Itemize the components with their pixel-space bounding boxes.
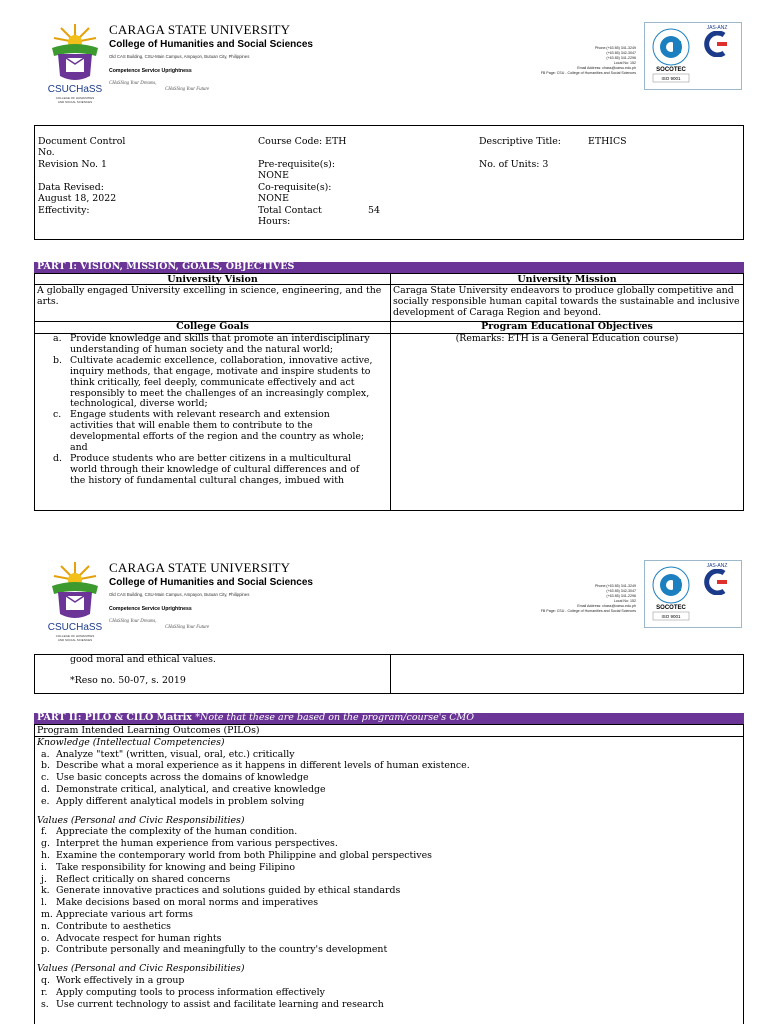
revision-no: Revision No. 1: [38, 159, 107, 170]
college-goals-list: [53, 334, 373, 487]
contact-block: Phone:(+63 85) 341-3249 (+63 85) 342-3047 (+63 85) 341-2296 Local No: 152 Email Address: chass@carsu.edu.ph FB Page: CSU - College of Humanities and Social Sciences: [540, 46, 636, 76]
college-name: College of Humanities and Social Sciences: [109, 577, 313, 588]
goal-item: d. Produce students who are better citizens in a multicultural world through their knowledge of cultural differences and of the history of fundamental cultural changes, imbued with: [53, 452, 360, 486]
svg-text:SOCOTEC: SOCOTEC: [656, 605, 686, 611]
doc-control-no: No.: [38, 147, 55, 158]
csu-chass-logo-icon: [44, 558, 106, 644]
mission-head: University Mission: [517, 274, 617, 285]
pilo-head: Program Intended Learning Outcomes (PILOs): [37, 725, 260, 736]
pilo-table: [34, 724, 744, 1024]
date-revised-value: August 18, 2022: [38, 193, 117, 204]
svg-text:SOCOTEC: SOCOTEC: [656, 67, 686, 73]
total-contact: Total Contact: [258, 205, 322, 216]
pilo-item: p. Contribute personally and meaningfully to the country's development: [41, 944, 388, 956]
college-name: College of Humanities and Social Sciences: [109, 39, 313, 50]
jas-anz-icon: [702, 569, 732, 595]
pilo-item: i. Take responsibility for knowing and being Filipino: [41, 861, 296, 873]
part2-title: PART II: PILO & CILO Matrix *Note that these are based on the program/course's CMO: [34, 713, 744, 724]
prereq-label: Pre-requisite(s):: [258, 159, 335, 170]
mission-text: Caraga State University endeavors to produce globally competitive and socially responsible human capital towards the sustainable and inclusive development of Caraga Region and beyond.: [393, 285, 740, 318]
effectivity: Effectivity:: [38, 205, 90, 216]
part1-title: PART I: VISION, MISSION, GOALS, OBJECTIVES: [34, 262, 744, 273]
total-contact-value: 54: [368, 205, 380, 216]
pilo-item: f. Appreciate the complexity of the human condition.: [41, 826, 298, 838]
pilo-group-knowledge: Knowledge (Intellectual Competencies): [37, 736, 225, 748]
pilo-item: k. Generate innovative practices and solutions guided by ethical standards: [41, 885, 401, 897]
pilo-item: m. Appreciate various art forms: [41, 908, 193, 920]
tagline-2: CHaSSing Your Future: [165, 87, 210, 92]
svg-text:AND SOCIAL SCIENCES: AND SOCIAL SCIENCES: [57, 638, 93, 642]
certification-badge: [644, 22, 742, 90]
letterhead: [0, 18, 768, 108]
hours-label: Hours:: [258, 216, 291, 227]
pilo-item: o. Advocate respect for human rights: [41, 932, 222, 944]
jas-anz-label: JAS-ANZ: [697, 563, 737, 597]
pilo-item: s. Use current technology to assist and facilitate learning and research: [41, 998, 384, 1010]
core-values: Competence Service Uprightness: [109, 68, 192, 74]
pilo-item: h. Examine the contemporary world from both Philippine and global perspectives: [41, 849, 432, 861]
jas-anz-icon: [702, 31, 732, 57]
vision-text: A globally engaged University excelling in science, engineering, and the arts.: [37, 285, 382, 307]
tagline-1: CHaSSing Your Dreams,: [109, 81, 157, 86]
pilo-group-values: Values (Personal and Civic Responsibilities): [37, 814, 245, 826]
page-1-header: [0, 18, 768, 108]
university-name: CARAGA STATE UNIVERSITY: [109, 560, 291, 575]
svg-text:COLLEGE OF HUMANITIES: COLLEGE OF HUMANITIES: [55, 96, 95, 100]
socotec-iso-icon: [649, 565, 693, 621]
jas-anz-label: JAS-ANZ: [697, 25, 737, 59]
svg-text:CSUCHaSS: CSUCHaSS: [47, 84, 103, 95]
certification-badge: [644, 560, 742, 628]
svg-text:CSUCHaSS: CSUCHaSS: [47, 622, 103, 633]
descriptive-title-label: Descriptive Title:: [479, 136, 561, 147]
pilo-item: l. Make decisions based on moral norms and imperatives: [41, 897, 319, 909]
descriptive-title-value: ETHICS: [588, 136, 627, 147]
peo-head: Program Educational Objectives: [481, 321, 653, 332]
goals-continuation-table: [34, 654, 744, 694]
socotec-iso-icon: [649, 27, 693, 83]
units: No. of Units: 3: [479, 159, 549, 170]
doc-control: Document Control: [38, 136, 126, 147]
goals-head: College Goals: [176, 321, 249, 332]
vision-head: University Vision: [167, 274, 258, 285]
pilo-group-values-2: Values (Personal and Civic Responsibilities): [37, 963, 245, 975]
csu-chass-logo-icon: [44, 20, 106, 106]
date-revised-label: Data Revised:: [38, 182, 104, 193]
pilo-item: n. Contribute to aesthetics: [41, 920, 171, 932]
college-address: Old CAS Building, CSU-Main Campus, Ampayon, Butuan City, Philippines: [109, 592, 250, 597]
svg-text:ISO 9001: ISO 9001: [661, 614, 681, 619]
part1-table: [34, 273, 744, 511]
coreq-value: NONE: [258, 193, 289, 204]
contact-block: Phone:(+63 85) 341-3249 (+63 85) 342-3047 (+63 85) 341-2296 Local No: 152 Email Address: chass@carsu.edu.ph FB Page: CSU - College of Humanities and Social Sciences: [540, 584, 636, 614]
university-name: CARAGA STATE UNIVERSITY: [109, 22, 291, 37]
letterhead: [0, 556, 768, 646]
pilo-item: a. Analyze "text" (written, visual, oral, etc.) critically: [41, 748, 295, 760]
pilo-item: d. Demonstrate critical, analytical, and creative knowledge: [41, 783, 326, 795]
pilo-item: c. Use basic concepts across the domains of knowledge: [41, 772, 309, 784]
goal-item: b. Cultivate academic excellence, collaboration, innovative active, inquiry methods, that engage, motivate and inspire students to think critically, feel deeply, communicate effectively and act responsibly to meet the challenges of an increasingly complex, technological, diverse world;: [53, 354, 373, 410]
coreq-label: Co-requisite(s):: [258, 182, 332, 193]
course-code: Course Code: ETH: [258, 136, 347, 147]
svg-text:COLLEGE OF HUMANITIES: COLLEGE OF HUMANITIES: [55, 634, 95, 638]
tagline-1: CHaSSing Your Dreams,: [109, 619, 157, 624]
svg-text:ISO 9001: ISO 9001: [661, 76, 681, 81]
prereq-value: NONE: [258, 170, 289, 181]
goal-item: a. Provide knowledge and skills that promote an interdisciplinary understanding of human society and the natural world;: [53, 333, 370, 355]
pilo-item: j. Reflect critically on shared concerns: [41, 873, 231, 885]
college-address: Old CAS Building, CSU-Main Campus, Ampayon, Butuan City, Philippines: [109, 54, 250, 59]
course-info-box: [34, 125, 744, 240]
page-2-header: [0, 556, 768, 646]
reso-note: *Reso no. 50-07, s. 2019: [70, 675, 186, 686]
pilo-list: [37, 725, 470, 1010]
goals-continuation: good moral and ethical values.: [70, 654, 216, 665]
pilo-item: g. Interpret the human experience from various perspectives.: [41, 838, 338, 850]
pilo-item: r. Apply computing tools to process information effectively: [41, 986, 325, 998]
core-values: Competence Service Uprightness: [109, 606, 192, 612]
goal-item: c. Engage students with relevant research and extension activities that will enable them to contribute to the developmental efforts of the region and the country as whole; and: [53, 409, 365, 454]
tagline-2: CHaSSing Your Future: [165, 625, 210, 630]
svg-text:AND SOCIAL SCIENCES: AND SOCIAL SCIENCES: [57, 100, 93, 104]
pilo-item: b. Describe what a moral experience as it happens in different levels of human existence.: [41, 760, 470, 772]
pilo-item: q. Work effectively in a group: [41, 974, 185, 986]
peo-remark: (Remarks: ETH is a General Education course): [455, 333, 679, 344]
pilo-item: e. Apply different analytical models in problem solving: [41, 795, 305, 807]
